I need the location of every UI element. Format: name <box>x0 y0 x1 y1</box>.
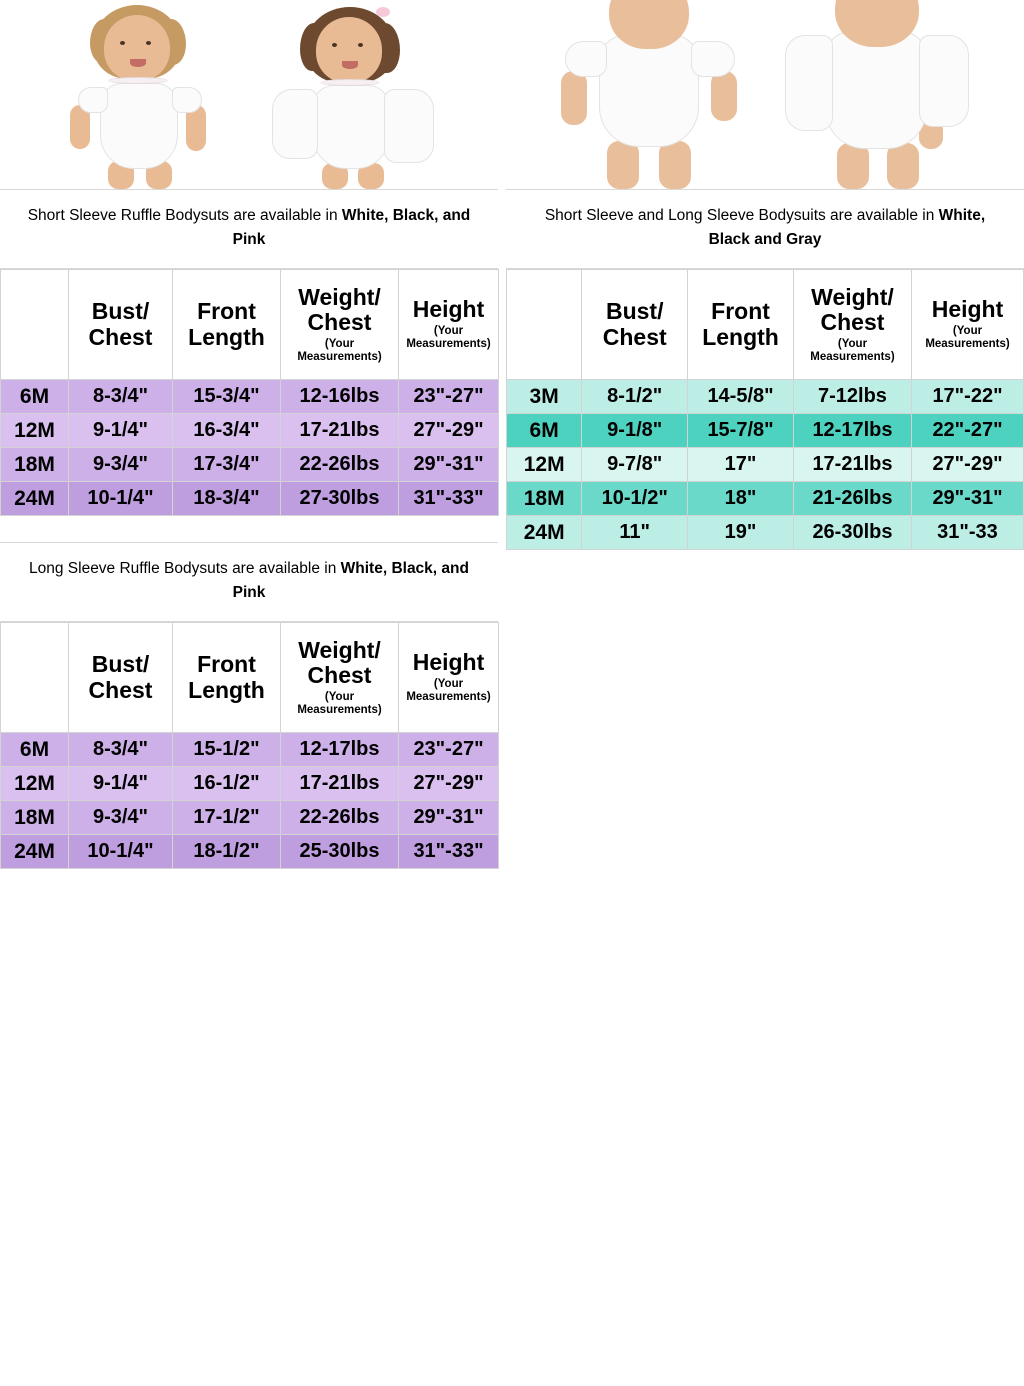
table-row <box>1 414 499 448</box>
cell-bust: 11" <box>582 516 688 550</box>
cell-bust: 9-1/4" <box>69 767 173 801</box>
ruffle-bodysuit-photos <box>0 0 498 190</box>
cell-weight: 12-17lbs <box>793 414 911 448</box>
header-front-length: Front Length <box>173 270 281 380</box>
cell-height: 31"-33" <box>399 835 499 869</box>
cell-front-length: 15-1/2" <box>173 733 281 767</box>
header-height: Height (Your Measurements) <box>399 623 499 733</box>
cell-bust: 9-7/8" <box>582 448 688 482</box>
cell-front-length: 14-5/8" <box>688 380 794 414</box>
cell-weight: 25-30lbs <box>281 835 399 869</box>
cell-size: 6M <box>507 414 582 448</box>
cell-front-length: 17" <box>688 448 794 482</box>
right-empty-area <box>506 550 1024 1386</box>
cell-front-length: 16-1/2" <box>173 767 281 801</box>
header-height: Height (Your Measurements) <box>912 270 1024 380</box>
cell-height: 17"-22" <box>912 380 1024 414</box>
cell-front-length: 17-3/4" <box>173 448 281 482</box>
header-bust-chest: Bust/ Chest <box>69 623 173 733</box>
cell-weight: 12-17lbs <box>281 733 399 767</box>
cell-weight: 22-26lbs <box>281 801 399 835</box>
caption-long-colors: White, Black, and Pink <box>232 560 469 602</box>
cell-front-length: 19" <box>688 516 794 550</box>
cell-height: 31"-33 <box>912 516 1024 550</box>
header-height: Height (Your Measurements) <box>399 270 499 380</box>
table-plain-bodysuits <box>506 269 1024 550</box>
caption-plain-bodysuits <box>506 190 1024 269</box>
cell-height: 22"-27" <box>912 414 1024 448</box>
header-front-length: Front Length <box>173 623 281 733</box>
table-row <box>507 482 1024 516</box>
cell-bust: 10-1/4" <box>69 482 173 516</box>
right-column <box>506 0 1024 836</box>
header-size <box>1 270 69 380</box>
header-front-length: Front Length <box>688 270 794 380</box>
cell-front-length: 18" <box>688 482 794 516</box>
photo-short-sleeve-ruffle <box>34 1 244 189</box>
cell-size: 12M <box>507 448 582 482</box>
header-weight-chest: Weight/ Chest (Your Measurements) <box>793 270 911 380</box>
cell-bust: 9-1/8" <box>582 414 688 448</box>
cell-front-length: 17-1/2" <box>173 801 281 835</box>
cell-front-length: 15-7/8" <box>688 414 794 448</box>
caption-long-text: Long Sleeve Ruffle Bodysuts are available in <box>29 560 341 578</box>
table-long-sleeve-ruffle <box>0 622 499 869</box>
section-gap <box>0 516 498 542</box>
cell-size: 24M <box>507 516 582 550</box>
table-header-row <box>1 623 499 733</box>
table-row <box>1 380 499 414</box>
cell-bust: 8-1/2" <box>582 380 688 414</box>
cell-bust: 9-3/4" <box>69 801 173 835</box>
caption-short-sleeve-ruffle <box>0 190 498 269</box>
table-row <box>1 801 499 835</box>
table-row <box>1 448 499 482</box>
cell-weight: 21-26lbs <box>793 482 911 516</box>
cell-height: 23"-27" <box>399 733 499 767</box>
cell-size: 24M <box>1 835 69 869</box>
table-row <box>507 448 1024 482</box>
cell-size: 3M <box>507 380 582 414</box>
photo-long-sleeve-ruffle <box>244 1 464 189</box>
cell-size: 6M <box>1 733 69 767</box>
cell-size: 24M <box>1 482 69 516</box>
photo-long-sleeve-bodysuit <box>765 1 995 189</box>
cell-height: 29"-31" <box>399 801 499 835</box>
cell-weight: 26-30lbs <box>793 516 911 550</box>
cell-bust: 10-1/2" <box>582 482 688 516</box>
cell-front-length: 15-3/4" <box>173 380 281 414</box>
cell-height: 27"-29" <box>912 448 1024 482</box>
caption-long-sleeve-ruffle <box>0 542 498 622</box>
cell-front-length: 16-3/4" <box>173 414 281 448</box>
table-row <box>1 835 499 869</box>
cell-weight: 12-16lbs <box>281 380 399 414</box>
cell-weight: 17-21lbs <box>793 448 911 482</box>
left-column <box>0 0 498 863</box>
caption-short-text: Short Sleeve Ruffle Bodysuts are available in <box>27 207 342 224</box>
cell-bust: 9-1/4" <box>69 414 173 448</box>
photo-short-sleeve-bodysuit <box>535 1 765 189</box>
cell-weight: 22-26lbs <box>281 448 399 482</box>
caption-right-text: Short Sleeve and Long Sleeve Bodysuits are available in <box>544 207 939 224</box>
table-row <box>507 516 1024 550</box>
cell-front-length: 18-3/4" <box>173 482 281 516</box>
header-size <box>507 270 582 380</box>
table-row <box>507 380 1024 414</box>
cell-size: 18M <box>1 801 69 835</box>
cell-height: 29"-31" <box>399 448 499 482</box>
cell-bust: 10-1/4" <box>69 835 173 869</box>
header-bust-chest: Bust/ Chest <box>69 270 173 380</box>
cell-size: 18M <box>1 448 69 482</box>
plain-bodysuit-photos <box>506 0 1024 190</box>
table-header-row <box>1 270 499 380</box>
header-bust-chest: Bust/ Chest <box>582 270 688 380</box>
cell-size: 12M <box>1 767 69 801</box>
caption-short-colors: White, Black, and Pink <box>232 207 471 249</box>
cell-weight: 17-21lbs <box>281 414 399 448</box>
column-divider <box>498 0 506 836</box>
table-short-sleeve-ruffle <box>0 269 499 516</box>
cell-bust: 8-3/4" <box>69 733 173 767</box>
cell-front-length: 18-1/2" <box>173 835 281 869</box>
table-row <box>507 414 1024 448</box>
cell-height: 31"-33" <box>399 482 499 516</box>
cell-bust: 9-3/4" <box>69 448 173 482</box>
caption-right-colors: White, Black and Gray <box>708 207 986 249</box>
cell-height: 27"-29" <box>399 767 499 801</box>
header-size <box>1 623 69 733</box>
table-row <box>1 767 499 801</box>
cell-size: 18M <box>507 482 582 516</box>
cell-bust: 8-3/4" <box>69 380 173 414</box>
cell-height: 27"-29" <box>399 414 499 448</box>
header-weight-chest: Weight/ Chest (Your Measurements) <box>281 623 399 733</box>
cell-weight: 27-30lbs <box>281 482 399 516</box>
cell-weight: 7-12lbs <box>793 380 911 414</box>
table-row <box>1 482 499 516</box>
cell-size: 6M <box>1 380 69 414</box>
cell-size: 12M <box>1 414 69 448</box>
table-header-row <box>507 270 1024 380</box>
table-row <box>1 733 499 767</box>
header-weight-chest: Weight/ Chest (Your Measurements) <box>281 270 399 380</box>
cell-height: 23"-27" <box>399 380 499 414</box>
cell-weight: 17-21lbs <box>281 767 399 801</box>
cell-height: 29"-31" <box>912 482 1024 516</box>
